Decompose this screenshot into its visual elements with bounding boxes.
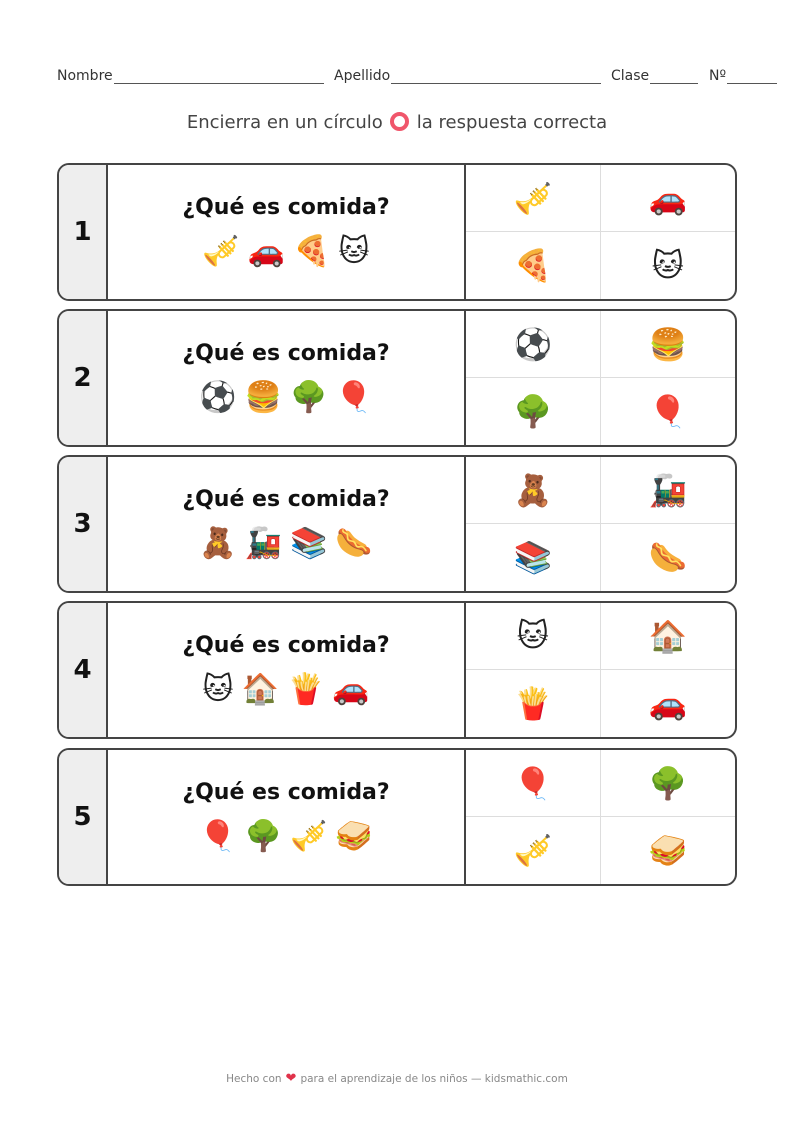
house-icon: 🏠 [241,672,279,707]
question-emoji-row [199,380,372,416]
class-field[interactable] [611,68,698,84]
name-label: Nombre [57,68,113,84]
balloon-icon: 🎈 [648,394,688,430]
question-emoji-row [199,819,372,855]
circle-ring-icon [390,112,409,131]
footer-text-after: para el aprendizaje de los niños — kidsmathic.com [300,1073,568,1085]
cat-icon: 🐱 [516,618,549,654]
name-blank[interactable] [114,69,324,84]
answer-option-cat[interactable] [601,232,736,299]
answer-option-books[interactable] [466,524,601,591]
question-panel [108,603,466,737]
balloon-icon: 🎈 [335,380,373,415]
soccer-ball-icon: ⚽ [513,326,553,363]
tree-icon: 🌳 [513,394,553,430]
hamburger-icon: 🍔 [244,380,282,415]
books-icon: 📚 [290,526,328,561]
cat-icon: 🐱 [338,234,370,269]
answer-option-soccer-ball[interactable] [466,311,601,378]
trumpet-icon: 🎺 [290,819,328,854]
answer-option-hamburger[interactable] [601,311,736,378]
car-icon: 🚗 [247,234,286,269]
tree-icon: 🌳 [290,380,328,415]
question-panel [108,311,466,445]
question-number: 4 [59,603,108,737]
instruction-text-after: la respuesta correcta [416,112,608,133]
cat-icon: 🐱 [202,672,234,707]
answer-option-car[interactable] [601,165,736,232]
question-panel [108,750,466,884]
car-icon: 🚗 [332,672,370,707]
surname-field[interactable] [334,68,601,84]
sandwich-icon: 🥪 [335,819,373,854]
answer-option-sandwich[interactable] [601,817,736,884]
number-blank[interactable] [727,69,777,84]
question-card-2 [57,309,737,447]
question-emoji-row [202,672,369,708]
answer-option-cat[interactable] [466,603,601,670]
question-text: ¿Qué es comida? [182,487,390,512]
number-label: Nº [709,68,727,84]
answer-option-teddy-bear[interactable] [466,457,601,524]
hamburger-icon: 🍔 [648,326,688,363]
answer-option-car[interactable] [601,670,736,737]
question-card-4 [57,601,737,739]
surname-blank[interactable] [391,69,601,84]
soccer-ball-icon: ⚽ [199,380,237,415]
trumpet-icon: 🎺 [513,180,553,217]
question-panel [108,457,466,591]
number-field[interactable] [709,68,777,84]
answer-option-tree[interactable] [466,378,601,445]
pizza-icon: 🍕 [293,234,331,269]
answer-grid [466,750,735,884]
cat-icon: 🐱 [651,247,684,284]
question-card-1 [57,163,737,301]
footer-text-before: Hecho con [226,1073,282,1085]
question-emoji-row [202,234,369,270]
train-icon: 🚂 [648,472,688,509]
name-field[interactable] [57,68,324,84]
class-label: Clase [611,68,650,84]
answer-option-french-fries[interactable] [466,670,601,737]
question-text: ¿Qué es comida? [182,633,390,658]
class-blank[interactable] [650,69,698,84]
answer-option-trumpet[interactable] [466,165,601,232]
train-icon: 🚂 [244,526,282,561]
answer-grid [466,165,735,299]
balloon-icon: 🎈 [513,765,553,802]
question-panel [108,165,466,299]
teddy-bear-icon: 🧸 [513,472,553,509]
hot-dog-icon: 🌭 [335,526,373,561]
trumpet-icon: 🎺 [202,234,240,269]
answer-option-pizza[interactable] [466,232,601,299]
question-number: 3 [59,457,108,591]
student-info-line [57,68,777,88]
question-text: ¿Qué es comida? [182,195,390,220]
tree-icon: 🌳 [648,765,688,802]
house-icon: 🏠 [648,618,688,655]
trumpet-icon: 🎺 [513,833,553,869]
answer-grid [466,311,735,445]
balloon-icon: 🎈 [199,819,237,854]
answer-option-balloon[interactable] [601,378,736,445]
french-fries-icon: 🍟 [513,686,553,722]
question-number: 5 [59,750,108,884]
question-number: 2 [59,311,108,445]
surname-label: Apellido [334,68,391,84]
answer-option-train[interactable] [601,457,736,524]
answer-option-house[interactable] [601,603,736,670]
question-card-5 [57,748,737,886]
books-icon: 📚 [513,540,553,576]
question-text: ¿Qué es comida? [182,341,390,366]
teddy-bear-icon: 🧸 [199,526,237,561]
question-card-3 [57,455,737,593]
tree-icon: 🌳 [244,819,282,854]
car-icon: 🚗 [648,686,688,722]
answer-grid [466,603,735,737]
answer-option-balloon[interactable] [466,750,601,817]
heart-icon: ❤ [285,1071,297,1086]
sandwich-icon: 🥪 [648,833,688,869]
pizza-icon: 🍕 [513,248,553,284]
instruction [0,112,794,133]
question-number: 1 [59,165,108,299]
answer-option-hot-dog[interactable] [601,524,736,591]
hot-dog-icon: 🌭 [648,540,688,576]
answer-option-tree[interactable] [601,750,736,817]
question-emoji-row [199,526,372,562]
footer [0,1071,794,1086]
answer-grid [466,457,735,591]
french-fries-icon: 🍟 [286,672,325,707]
car-icon: 🚗 [648,180,688,217]
question-text: ¿Qué es comida? [182,780,390,805]
answer-option-trumpet[interactable] [466,817,601,884]
instruction-text-before: Encierra en un círculo [186,112,383,133]
